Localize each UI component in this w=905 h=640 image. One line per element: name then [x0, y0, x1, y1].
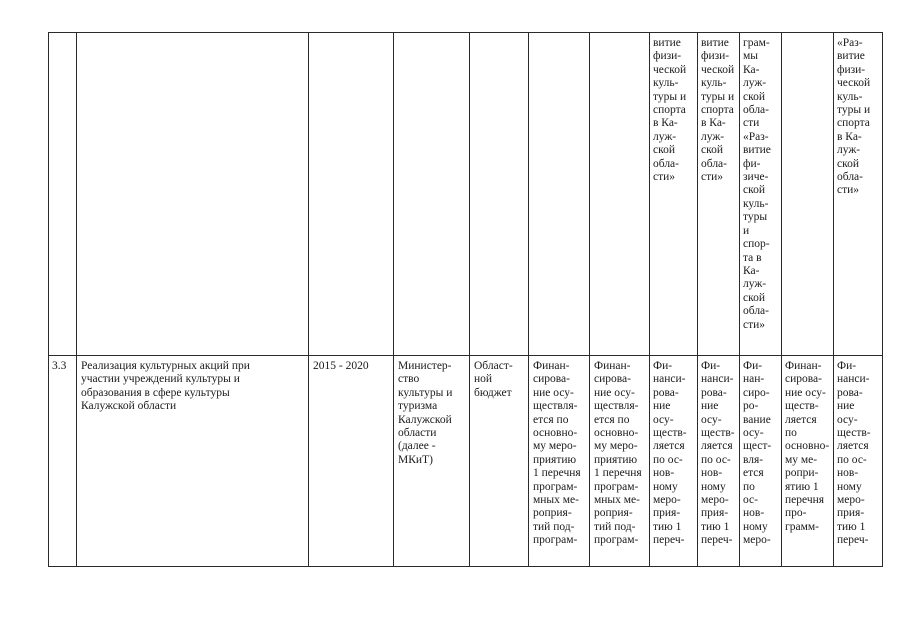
financing-cell: грам- мы Ка- луж- ской обла- сти «Раз- витие фи- зиче- ской куль- туры и спор- та в Ка- луж- ской обла- сти» [740, 33, 782, 356]
table-row [49, 33, 883, 356]
period-cell: 2015 - 2020 [309, 356, 394, 567]
row-number-cell: 3.3 [49, 356, 77, 567]
financing-cell: Финан- сирова- ние осу- ществля- ется по основно- му меро- приятию 1 перечня програм- мных ме- роприя- тий под- програм- [529, 356, 590, 567]
financing-cell: Фи- нанси- рова- ние осу- ществ- ляется по ос- нов- ному меро- прия- тию 1 переч- [698, 356, 740, 567]
activity-name-cell: Реализация культурных акций при участии учреждений культуры и образования в сфере культуры Калужской области [77, 356, 309, 567]
funding-source-cell [470, 33, 529, 356]
financing-cell: Фи- нанси- рова- ние осу- ществ- ляется по ос- нов- ному меро- прия- тию 1 переч- [650, 356, 698, 567]
financing-cell: «Раз- витие физи- ческой куль- туры и спорта в Ка- луж- ской обла- сти» [834, 33, 883, 356]
financing-cell: витие физи- ческой куль- туры и спорта в Ка- луж- ской обла- сти» [698, 33, 740, 356]
executor-cell [394, 33, 470, 356]
financing-cell [782, 33, 834, 356]
period-cell [309, 33, 394, 356]
program-table [48, 32, 883, 567]
financing-cell [529, 33, 590, 356]
financing-cell [590, 33, 650, 356]
financing-cell: Финан- сирова- ние осу- ществля- ется по основно- му меро- приятию 1 перечня програм- мных ме- роприя- тий под- програм- [590, 356, 650, 567]
financing-cell: витие физи- ческой куль- туры и спорта в Ка- луж- ской обла- сти» [650, 33, 698, 356]
financing-cell: Финан- сирова- ние осу- ществ- ляется по основно- му ме- ропри- ятию 1 перечня про- грамм- [782, 356, 834, 567]
activity-name-cell [77, 33, 309, 356]
table-row [49, 356, 883, 567]
financing-cell: Фи- нанси- рова- ние осу- ществ- ляется по ос- нов- ному меро- прия- тию 1 переч- [834, 356, 883, 567]
funding-source-cell: Област- ной бюджет [470, 356, 529, 567]
row-number-cell [49, 33, 77, 356]
executor-cell: Министер- ство культуры и туризма Калужской области (далее - МКиТ) [394, 356, 470, 567]
financing-cell: Фи- нан- сиро- ро- вание осу- щест- вля- ется по ос- нов- ному меро- [740, 356, 782, 567]
